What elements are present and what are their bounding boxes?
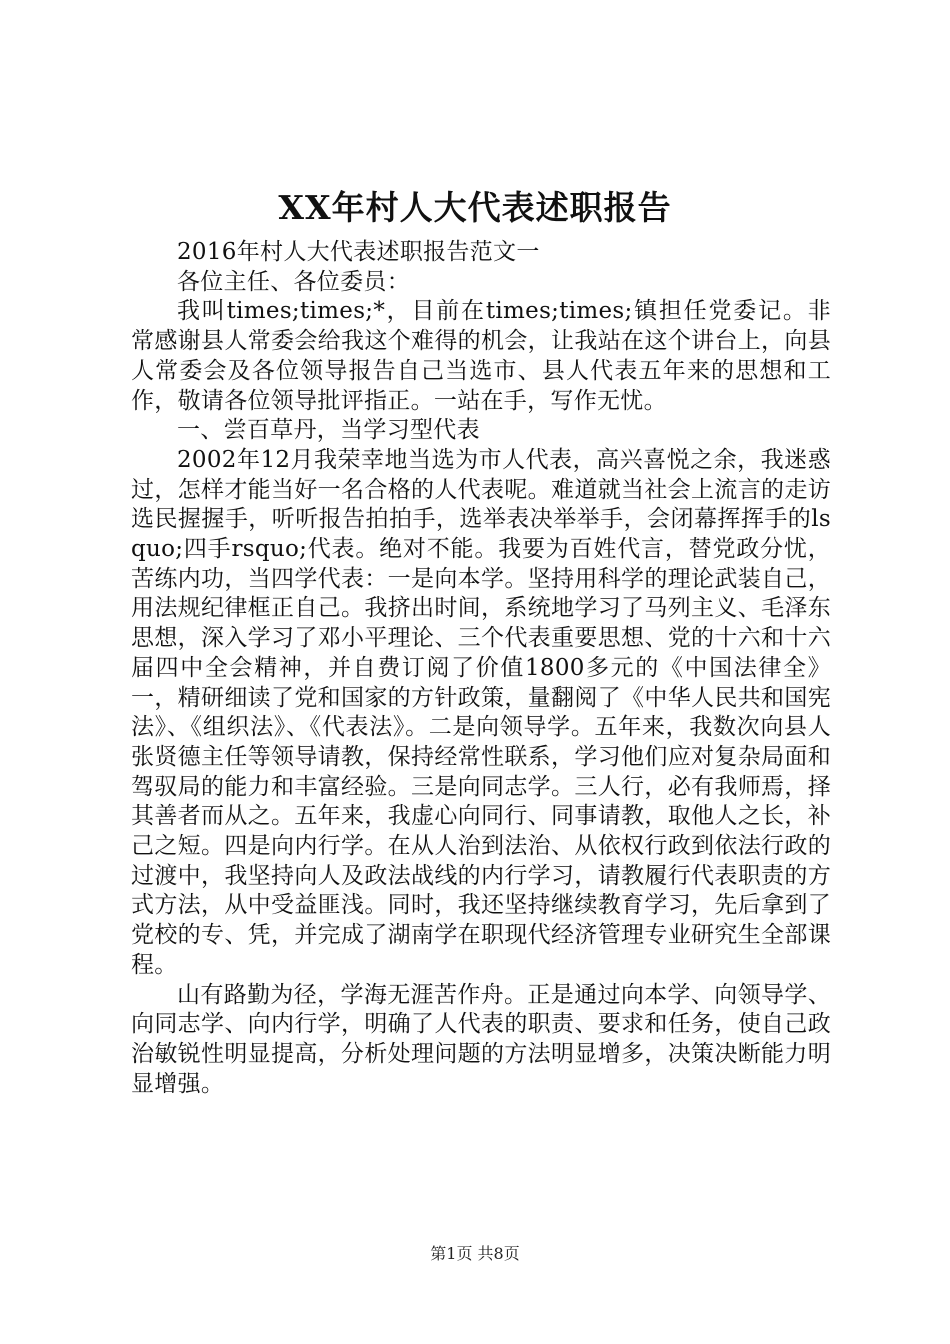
section-heading: 一、尝百草丹，当学习型代表 <box>177 417 480 444</box>
paragraph-salutation: 各位主任、各位委员： <box>177 268 410 295</box>
document-title: XX年村人大代表述职报告 <box>278 188 672 227</box>
document-body <box>131 238 831 1099</box>
paragraph-subtitle: 2016年村人大代表述职报告范文一 <box>177 239 540 265</box>
page-footer: 第1页 共8页 <box>430 1244 520 1263</box>
paragraph-summary: 山有路勤为径，学海无涯苦作舟。正是通过向本学、向领导学、向同志学、向内行学，明确了人代表的职责、要求和任务，使自己政治敏锐性明显提高，分析处理问题的方法明显增多，决策决断能力明显增强。 <box>131 981 831 1097</box>
paragraph-study-details: 2002年12月我荣幸地当选为市人代表，高兴喜悦之余，我迷惑过，怎样才能当好一名合格的人代表呢。难道就当社会上流言的走访选民握握手，听听报告拍拍手，选举表决举举手，会闭幕挥挥手的lsquo;四手rsquo;代表。绝对不能。我要为百姓代言，替党政分忧，苦练内功，当四学代表：一是向本学。坚持用科学的理论武装自己，用法规纪律框正自己。我挤出时间，系统地学习了马列主义、毛泽东思想，深入学习了邓小平理论、三个代表重要思想、党的十六和十六届四中全会精神，并自费订阅了价值1800多元的《中国法律全》一，精研细读了党和国家的方针政策，量翻阅了《中华人民共和国宪法》、《组织法》、《代表法》。二是向领导学。五年来，我数次向县人张贤德主任等领导请教，保持经常性联系，学习他们应对复杂局面和驾驭局的能力和丰富经验。三是向同志学。三人行，必有我师焉，择其善者而从之。五年来，我虚心向同行、同事请教，取他人之长，补己之短。四是向内行学。在从人治到法治、从依权行政到依法行政的过渡中，我坚持向人及政法战线的内行学习，请教履行代表职责的方式方法，从中受益匪浅。同时，我还坚持继续教育学习，先后拿到了党校的专、凭，并完成了湖南学在职现代经济管理专业研究生全部课程。 <box>131 446 831 978</box>
paragraph-introduction: 我叫times;times;*，目前在times;times;镇担任党委记。非常感谢县人常委会给我这个难得的机会，让我站在这个讲台上，向县人常委会及各位领导报告自己当选市、县人代表五年来的思想和工作，敬请各位领导批评指正。一站在手，写作无忧。 <box>131 298 831 414</box>
